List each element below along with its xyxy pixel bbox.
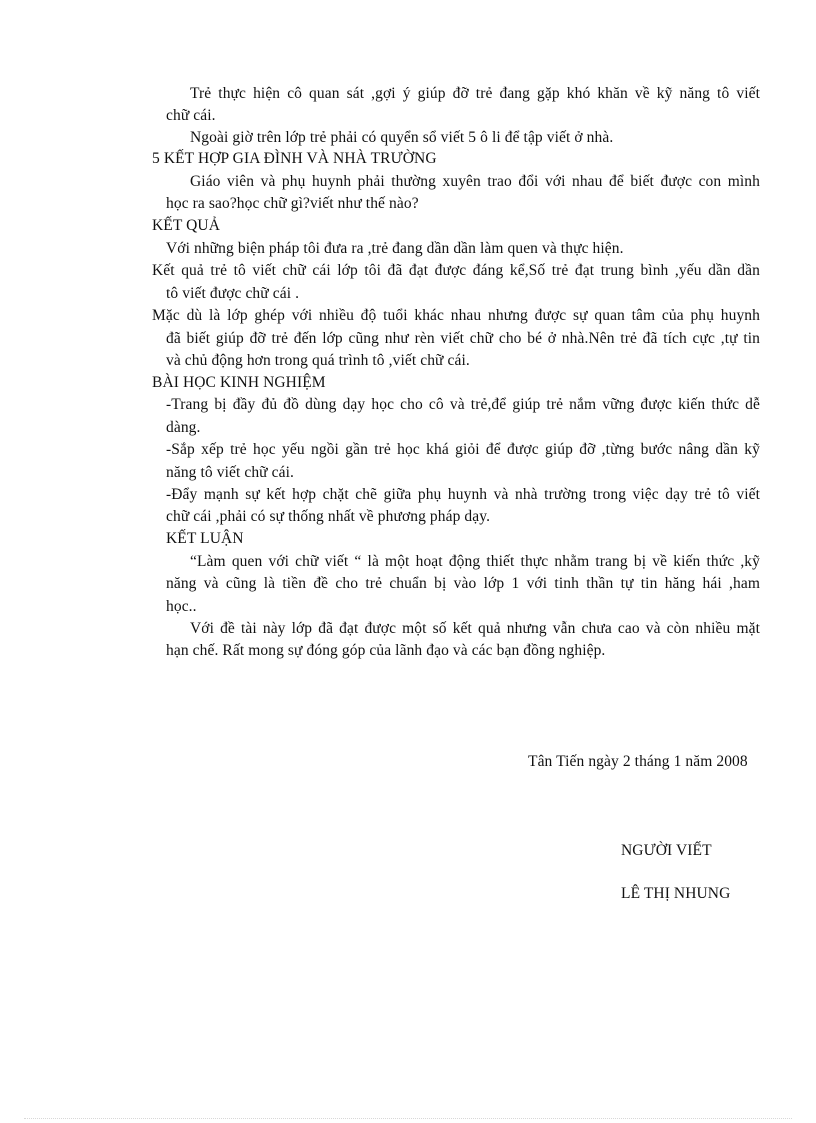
list-item-line: -Sắp xếp trẻ học yếu ngồi gần trẻ học khá giỏi để được giúp đỡ ,từng bước nâng dần kỹ bbox=[166, 441, 760, 458]
author-label: NGƯỜI VIẾT bbox=[621, 842, 712, 859]
paragraph-line: Với những biện pháp tôi đưa ra ,trẻ đang dần dần làm quen và thực hiện. bbox=[166, 240, 624, 257]
paragraph-line: Trẻ thực hiện cô quan sát ,gợi ý giúp đỡ trẻ đang gặp khó khăn về kỹ năng tô viết bbox=[190, 85, 760, 102]
paragraph-line: tô viết được chữ cái . bbox=[166, 285, 300, 302]
paragraph-line: Kết quả trẻ tô viết chữ cái lớp tôi đã đạt được đáng kể,Số trẻ đạt trung bình ,yếu dần dần bbox=[152, 262, 760, 279]
paragraph-line: chữ cái. bbox=[166, 107, 216, 124]
list-item-line: năng tô viết chữ cái. bbox=[166, 464, 294, 481]
paragraph-line: Ngoài giờ trên lớp trẻ phải có quyển sổ viết 5 ô li để tập viết ở nhà. bbox=[190, 129, 614, 146]
list-item-line: -Đẩy mạnh sự kết hợp chặt chẽ giữa phụ huynh và nhà trường trong việc dạy trẻ tô viết bbox=[166, 486, 760, 503]
list-item-line: chữ cái ,phải có sự thống nhất về phương pháp dạy. bbox=[166, 508, 491, 525]
section-heading: KẾT LUẬN bbox=[166, 530, 244, 547]
paragraph-line: học ra sao?học chữ gì?viết như thế nào? bbox=[166, 195, 419, 212]
section-heading: BÀI HỌC KINH NGHIỆM bbox=[152, 374, 326, 391]
author-name: LÊ THỊ NHUNG bbox=[621, 885, 731, 902]
paragraph-line: Với đề tài này lớp đã đạt được một số kết quả nhưng vẫn chưa cao và còn nhiều mặt bbox=[190, 620, 760, 637]
paragraph-line: hạn chế. Rất mong sự đóng góp của lãnh đạo và các bạn đồng nghiệp. bbox=[166, 642, 606, 659]
paragraph-line: và chủ động hơn trong quá trình tô ,viết chữ cái. bbox=[166, 352, 470, 369]
paragraph-line: đã biết giúp đỡ trẻ đến lớp cũng như rèn viết chữ cho bé ở nhà.Nên trẻ đã tích cực ,tự tin bbox=[166, 330, 760, 347]
list-item-line: dàng. bbox=[166, 419, 201, 436]
paragraph-line: Giáo viên và phụ huynh phải thường xuyên trao đổi với nhau để biết được con mình bbox=[190, 173, 760, 190]
page-bottom-rule bbox=[24, 1118, 792, 1119]
paragraph-line: năng và cũng là tiền đề cho trẻ chuẩn bị vào lớp 1 với tinh thần tự tin hăng hái ,ham bbox=[166, 575, 760, 592]
section-heading: 5 KẾT HỢP GIA ĐÌNH VÀ NHÀ TRƯỜNG bbox=[152, 150, 437, 167]
list-item-line: -Trang bị đầy đủ đồ dùng dạy học cho cô và trẻ,để giúp trẻ nắm vững được kiến thức dễ bbox=[166, 396, 760, 413]
paragraph-line: Mặc dù là lớp ghép với nhiều độ tuổi khác nhau nhưng được sự quan tâm của phụ huynh bbox=[152, 307, 760, 324]
paragraph-line: “Làm quen với chữ viết “ là một hoạt động thiết thực nhằm trang bị về kiến thức ,kỹ bbox=[190, 553, 760, 570]
section-heading: KẾT QUẢ bbox=[152, 217, 221, 234]
paragraph-line: học.. bbox=[166, 598, 197, 615]
date-line: Tân Tiến ngày 2 tháng 1 năm 2008 bbox=[528, 753, 748, 770]
